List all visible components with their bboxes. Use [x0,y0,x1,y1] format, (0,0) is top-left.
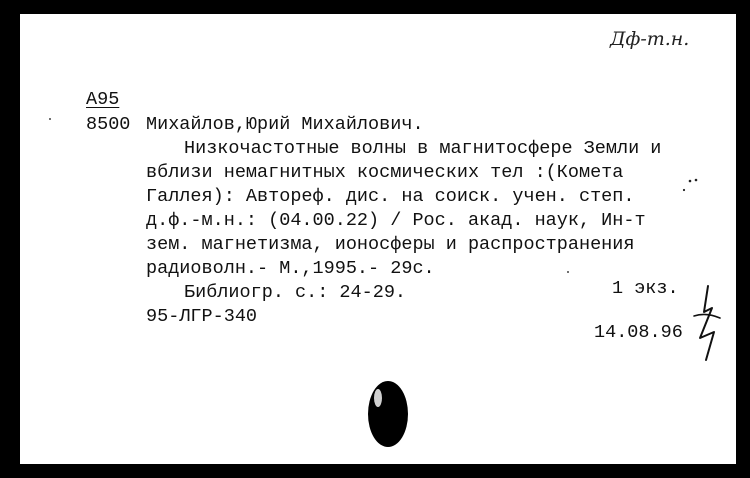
handwritten-note: Дф-т.н. [610,28,690,50]
bibliography-note: Библиогр. с.: 24-29. [184,282,407,303]
description-line: вблизи немагнитных космических тел :(Комета [146,162,624,183]
description-line: д.ф.-м.н.: (04.00.22) / Рос. акад. наук, Ин-т [146,210,646,231]
registration-code: 95-ЛГР-340 [146,306,258,327]
scan-specks [20,14,736,464]
shelfmark-bottom: 8500 [86,114,131,135]
author-heading: Михайлов,Юрий Михайлович. [146,114,424,135]
copies-count: 1 экз. [612,278,679,299]
description-line: радиоволн.- М.,1995.- 29с. [146,258,435,279]
description-line: зем. магнетизма, ионосферы и распространения [146,234,635,255]
catalog-card [20,14,736,464]
shelfmark-top: А95 [86,89,120,110]
description-line: Галлея): Автореф. дис. на соиск. учен. степ. [146,186,635,207]
entry-date: 14.08.96 [594,322,683,343]
description-line: Низкочастотные волны в магнитосфере Земли и [184,138,662,159]
